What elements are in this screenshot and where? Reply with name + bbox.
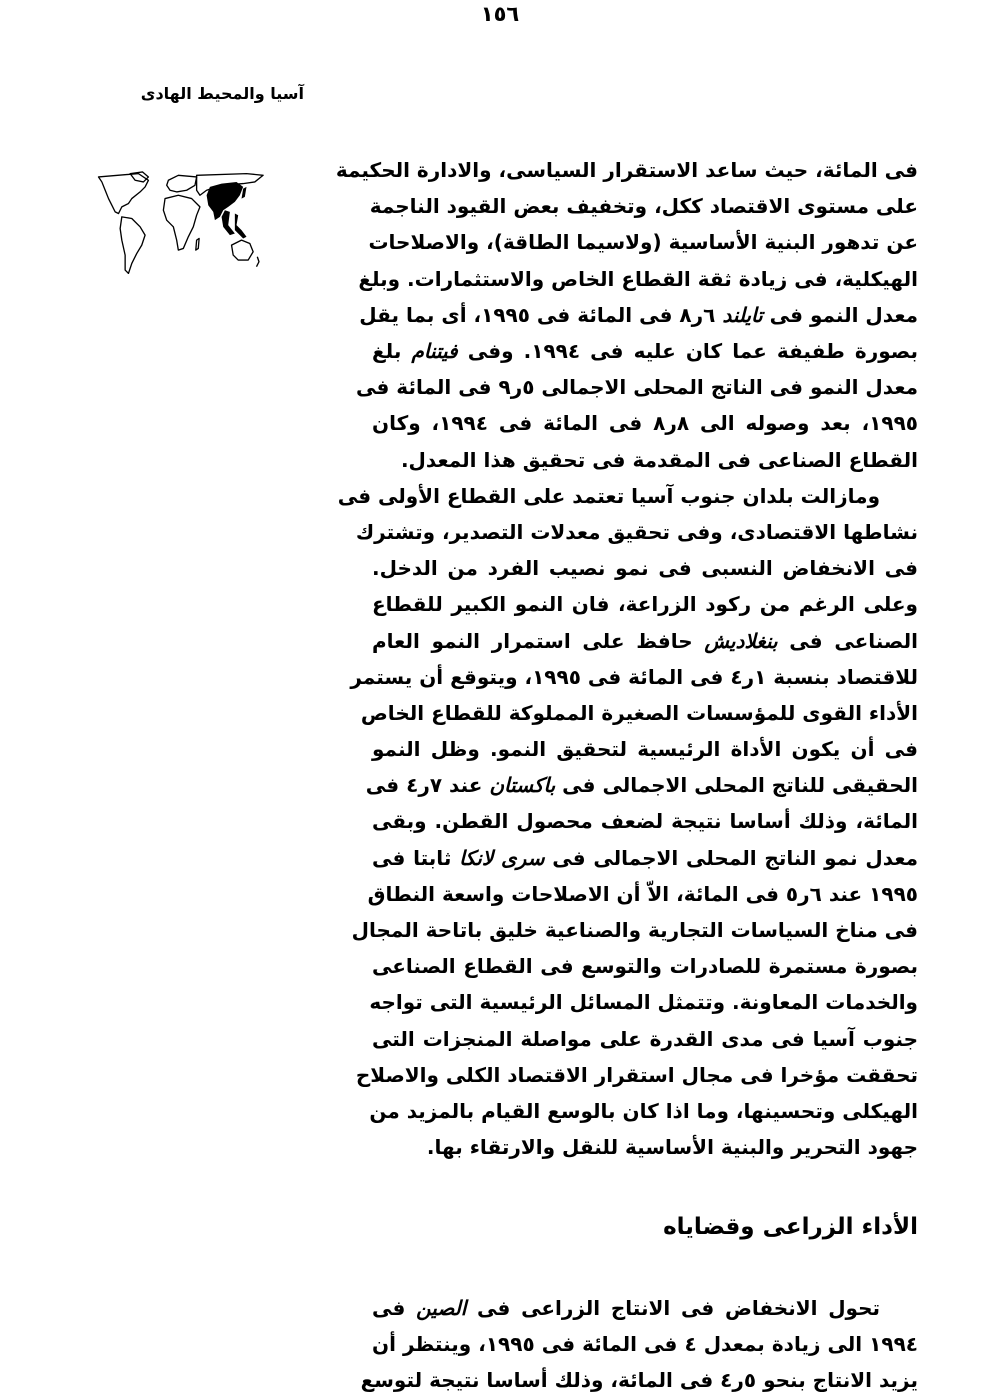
paragraph-1 [335, 152, 919, 478]
text-line [369, 1093, 918, 1129]
place-name: تايلند [722, 302, 763, 327]
text-segment: تحول الانخفاض فى الانتاج الزراعى فى [466, 1296, 881, 1320]
text-line [372, 1021, 918, 1057]
text-segment: الحقيقى للناتج المحلى الاجمالى فى [555, 773, 918, 798]
text-segment: يزيد الانتاج بنحو ٥ر٤ فى المائة، وذلك أساسا نتيجة لتوسع [360, 1368, 918, 1393]
place-name: فيتنام [411, 338, 458, 363]
text-segment: ١٩٩٥ عند ٦ر٥ فى المائة، الاّ أن الاصلاحات واسعة النطاق [367, 881, 918, 906]
text-segment: على مستوى الاقتصاد ككل، وتخفيف بعض القيود الناجمة [369, 194, 918, 219]
text-segment: للاقتصاد بنسبة ١ر٤ فى المائة فى ١٩٩٥، ويتوقع أن يستمر [350, 664, 918, 689]
text-segment: جهود التحرير والبنية الأساسية للنقل والارتقاء بها. [426, 1135, 918, 1160]
text-line [372, 442, 918, 478]
text-segment: معدل النمو فى الناتج المحلى الاجمالى ٥ر٩ فى المائة فى [356, 375, 918, 400]
text-segment: فى أن يكون الأداة الرئيسية لتحقيق النمو. وظل النمو [372, 737, 918, 762]
text-line [367, 876, 918, 912]
world-map-figure [80, 157, 280, 290]
text-segment: الهيكلى وتحسينها، وما اذا كان بالوسع القيام بالمزيد من [369, 1098, 918, 1123]
text-line [350, 659, 918, 695]
paragraph-2 [337, 478, 918, 1166]
running-head: آسيا والمحيط الهادى [140, 84, 304, 103]
text-line [359, 297, 918, 333]
text-segment: الهيكلية، فى زيادة ثقة القطاع الخاص والاستثمارات. وبلغ [358, 266, 918, 291]
text-line [372, 1326, 918, 1362]
text-segment: ومازالت بلدان جنوب آسيا تعتمد على القطاع الأولى فى [337, 483, 880, 508]
text-line [369, 984, 918, 1020]
text-segment: المائة، وذلك أساسا نتيجة لضعف محصول القطن. وبقى [372, 809, 918, 834]
text-line [372, 948, 918, 984]
text-line [372, 731, 918, 767]
text-segment: تحققت مؤخرا فى مجال استقرار الاقتصاد الكلى والاصلاح [355, 1062, 918, 1087]
text-segment: فى المائة، حيث ساعد الاستقرار السياسى، والادارة الحكيمة [335, 158, 918, 182]
asia-highlight [207, 182, 247, 239]
new-zealand-outline [256, 257, 258, 267]
text-line [355, 1057, 918, 1093]
text-segment: جنوب آسيا فى مدى القدرة على مواصلة المنجزات التى [372, 1026, 918, 1051]
text-line [372, 803, 918, 839]
text-segment: معدل النمو فى [762, 302, 918, 327]
place-name: سرى لانكا [459, 845, 545, 870]
text-line [356, 369, 918, 405]
text-line [335, 152, 918, 188]
text-segment: ثابتا فى [372, 845, 460, 870]
europe-outline [167, 175, 197, 192]
text-line [372, 623, 918, 659]
australia-outline [232, 240, 254, 260]
text-line [372, 333, 918, 369]
text-segment: فى مناخ السياسات التجارية والصناعية خليق باتاحة المجال [351, 918, 918, 943]
text-segment: بصورة طفيفة عما كان عليه فى ١٩٩٤. وفى [457, 338, 919, 363]
text-segment: الصناعى فى [777, 628, 918, 653]
text-segment: فى [372, 1296, 417, 1320]
paragraph-3 [360, 1290, 918, 1399]
text-line [372, 1290, 918, 1326]
place-name: بنغلاديش [704, 628, 778, 653]
text-line [372, 405, 918, 441]
text-segment: بصورة مستمرة للصادرات والتوسع فى القطاع الصناعى [372, 954, 918, 979]
text-segment: حافظ على استمرار النمو العام [372, 628, 705, 653]
south-america-outline [120, 217, 145, 274]
place-name: باكستان [489, 773, 556, 798]
text-line [372, 840, 918, 876]
text-line [372, 550, 918, 586]
text-segment: وعلى الرغم من ركود الزراعة، فان النمو الكبير للقطاع [372, 592, 918, 617]
text-line [358, 261, 918, 297]
text-segment: الأداء القوى للمؤسسات الصغيرة المملوكة للقطاع الخاص [360, 700, 918, 725]
text-segment: عند ٧ر٤ فى [365, 773, 490, 798]
north-america-outline [99, 174, 149, 214]
text-line [355, 514, 918, 550]
text-line [369, 188, 918, 224]
text-line [365, 767, 918, 803]
text-line [372, 586, 918, 622]
text-segment: ١٩٩٤ الى زيادة بمعدل ٤ فى المائة فى ١٩٩٥، وينتظر أن [372, 1332, 918, 1357]
madagascar-outline [196, 238, 199, 250]
africa-outline [163, 195, 200, 250]
text-segment: عن تدهور البنية الأساسية (ولاسيما الطاقة)، والاصلاحات [368, 230, 918, 255]
page-number: ١٥٦ [480, 2, 520, 26]
text-line [351, 912, 918, 948]
text-segment: والخدمات المعاونة. وتتمثل المسائل الرئيسية التى تواجه [369, 990, 918, 1015]
place-name: الصين [416, 1296, 467, 1320]
text-segment: فى الانخفاض النسبى فى نمو نصيب الفرد من الدخل. [372, 556, 918, 581]
text-segment: ٦ر٨ فى المائة فى ١٩٩٥، أى بما يقل [359, 302, 723, 327]
text-segment: ١٩٩٥، بعد وصوله الى ٨ر٨ فى المائة فى ١٩٩٤، وكان [372, 411, 918, 436]
text-line [337, 478, 918, 514]
text-segment: بلغ [372, 338, 412, 363]
text-segment: معدل نمو الناتج المحلى الاجمالى فى [544, 845, 918, 870]
text-line [360, 695, 918, 731]
section-heading: الأداء الزراعى وقضاياه [663, 1214, 918, 1240]
text-line [372, 1129, 918, 1165]
text-line [360, 1362, 918, 1398]
text-segment: نشاطها الاقتصادى، وفى تحقيق معدلات التصدير، وتشترك [355, 519, 918, 544]
text-line [368, 224, 918, 260]
text-segment: القطاع الصناعى فى المقدمة فى تحقيق هذا المعدل. [400, 447, 918, 472]
